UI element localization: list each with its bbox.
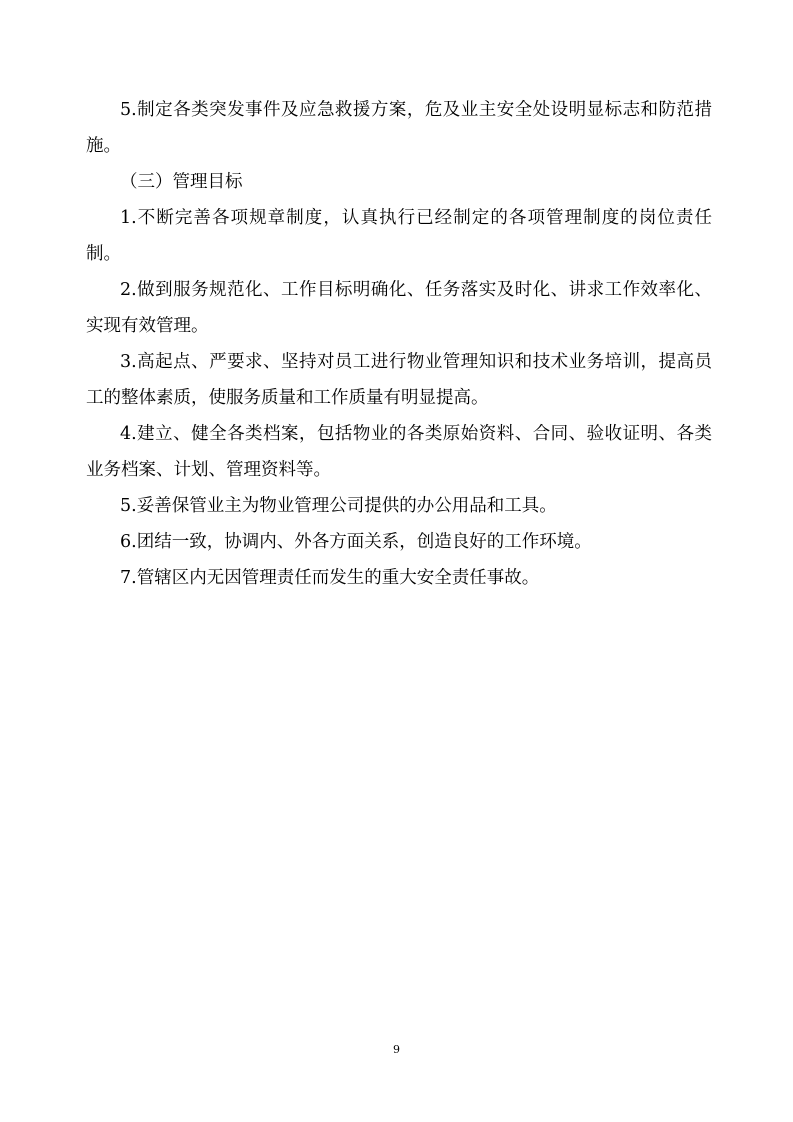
paragraph-goal-7: 7.管辖区内无因管理责任而发生的重大安全责任事故。 bbox=[120, 568, 540, 588]
section-heading-management-goals: （三）管理目标 bbox=[120, 172, 243, 192]
paragraph-emergency-plan: 5.制定各类突发事件及应急救援方案，危及业主安全处设明显标志和防范措施。 bbox=[86, 100, 712, 156]
page-number: 9 bbox=[393, 1043, 400, 1056]
paragraph-goal-5: 5.妥善保管业主为物业管理公司提供的办公用品和工具。 bbox=[120, 496, 557, 516]
paragraph-goal-6: 6.团结一致，协调内、外各方面关系，创造良好的工作环境。 bbox=[120, 532, 592, 552]
body-text bbox=[86, 92, 712, 596]
paragraph-goal-3: 3.高起点、严要求、坚持对员工进行物业管理知识和技术业务培训，提高员工的整体素质，使服务质量和工作质量有明显提高。 bbox=[86, 352, 712, 408]
paragraph-goal-4: 4.建立、健全各类档案，包括物业的各类原始资料、合同、验收证明、各类业务档案、计划、管理资料等。 bbox=[86, 424, 712, 480]
paragraph-goal-2: 2.做到服务规范化、工作目标明确化、任务落实及时化、讲求工作效率化、实现有效管理。 bbox=[86, 280, 712, 336]
paragraph-goal-1: 1.不断完善各项规章制度，认真执行已经制定的各项管理制度的岗位责任制。 bbox=[86, 208, 712, 264]
